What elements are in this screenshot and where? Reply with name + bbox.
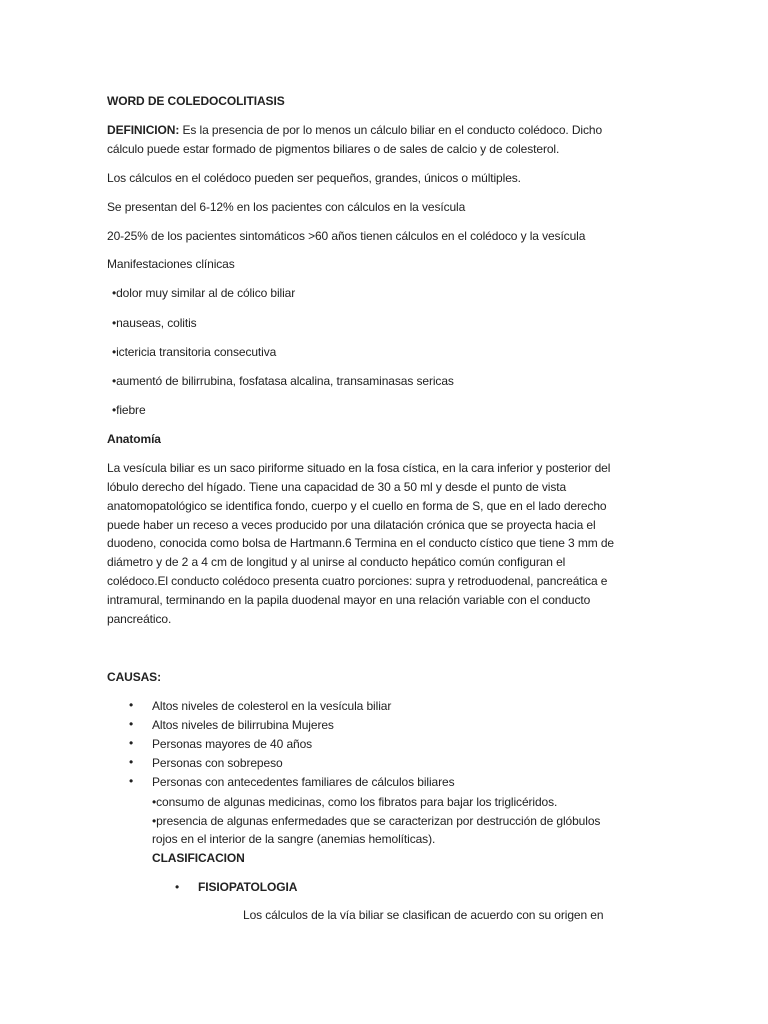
list-item: •aumentó de bilirrubina, fosfatasa alcalina, transaminasas sericas <box>112 374 454 388</box>
bullet-icon: • <box>175 880 180 894</box>
definition-line-1 <box>107 123 602 137</box>
anatomia-line: colédoco.El conducto colédoco presenta cuatro porciones: supra y retroduodenal, pancreática e <box>107 574 608 588</box>
definition-text-1: Es la presencia de por lo menos un cálculo biliar en el conducto colédoco. Dicho <box>179 123 603 137</box>
bullet-icon: • <box>129 755 134 769</box>
anatomia-line: duodeno, conocida como bolsa de Hartmann.6 Termina en el conducto cístico que tiene 3 mm de <box>107 536 614 550</box>
bullet-icon: • <box>112 316 117 330</box>
manifestaciones-heading: Manifestaciones clínicas <box>107 257 235 271</box>
sub-line: •consumo de algunas medicinas, como los fibratos para bajar los triglicéridos. <box>152 795 558 809</box>
list-item: Personas con sobrepeso <box>152 756 283 770</box>
bullet-icon: • <box>112 374 117 388</box>
list-item: •dolor muy similar al de cólico biliar <box>112 286 296 300</box>
definition-line-2: cálculo puede estar formado de pigmentos biliares o de sales de calcio y de colesterol. <box>107 142 560 156</box>
clasificacion-heading: CLASIFICACION <box>152 851 245 865</box>
list-item: Personas con antecedentes familiares de cálculos biliares <box>152 775 455 789</box>
paragraph-symptomatic: 20-25% de los pacientes sintomáticos >60 años tienen cálculos en el colédoco y la vesícula <box>107 229 586 243</box>
bullet-icon: • <box>129 736 134 750</box>
anatomia-line: diámetro y de 2 a 4 cm de longitud y al unirse al conducto hepático común configuran el <box>107 555 566 569</box>
causas-heading: CAUSAS: <box>107 670 161 684</box>
fisiopatologia-heading: FISIOPATOLOGIA <box>198 880 298 894</box>
list-item: Altos niveles de bilirrubina Mujeres <box>152 718 334 732</box>
definition-label: DEFINICION: <box>107 123 180 137</box>
anatomia-line: lóbulo derecho del hígado. Tiene una capacidad de 30 a 50 ml y desde el punto de vista <box>107 480 567 494</box>
bullet-icon: • <box>129 774 134 788</box>
paragraph-sizes: Los cálculos en el colédoco pueden ser pequeños, grandes, únicos o múltiples. <box>107 171 521 185</box>
list-item: •fiebre <box>112 403 146 417</box>
bullet-icon: • <box>129 717 134 731</box>
anatomia-line: pancreático. <box>107 612 172 626</box>
bullet-icon: • <box>112 345 117 359</box>
anatomia-line: anatomopatológico se identifica fondo, cuerpo y el cuello en forma de S, que en el lado derecho <box>107 499 607 513</box>
sub-line: •presencia de algunas enfermedades que se caracterizan por destrucción de glóbulos <box>152 814 601 828</box>
anatomia-line: intramural, terminando en la papila duodenal mayor en una relación variable con el conducto <box>107 593 591 607</box>
bullet-icon: • <box>112 286 117 300</box>
paragraph-incidence: Se presentan del 6-12% en los pacientes con cálculos en la vesícula <box>107 200 466 214</box>
bullet-icon: • <box>129 698 134 712</box>
list-item: Altos niveles de colesterol en la vesícula biliar <box>152 699 392 713</box>
fisiopatologia-text: Los cálculos de la vía biliar se clasifican de acuerdo con su origen en <box>243 908 604 922</box>
bullet-icon: • <box>112 403 117 417</box>
document-title: WORD DE COLEDOCOLITIASIS <box>107 94 285 108</box>
list-item: •ictericia transitoria consecutiva <box>112 345 277 359</box>
anatomia-heading: Anatomía <box>107 432 161 446</box>
list-item: Personas mayores de 40 años <box>152 737 313 751</box>
anatomia-line: La vesícula biliar es un saco piriforme situado en la fosa cística, en la cara inferior y posterior del <box>107 461 611 475</box>
anatomia-line: puede haber un receso a veces producido por una dilatación crónica que se proyecta hacia el <box>107 518 596 532</box>
sub-line: rojos en el interior de la sangre (anemias hemolíticas). <box>152 832 436 846</box>
list-item: •nauseas, colitis <box>112 316 197 330</box>
